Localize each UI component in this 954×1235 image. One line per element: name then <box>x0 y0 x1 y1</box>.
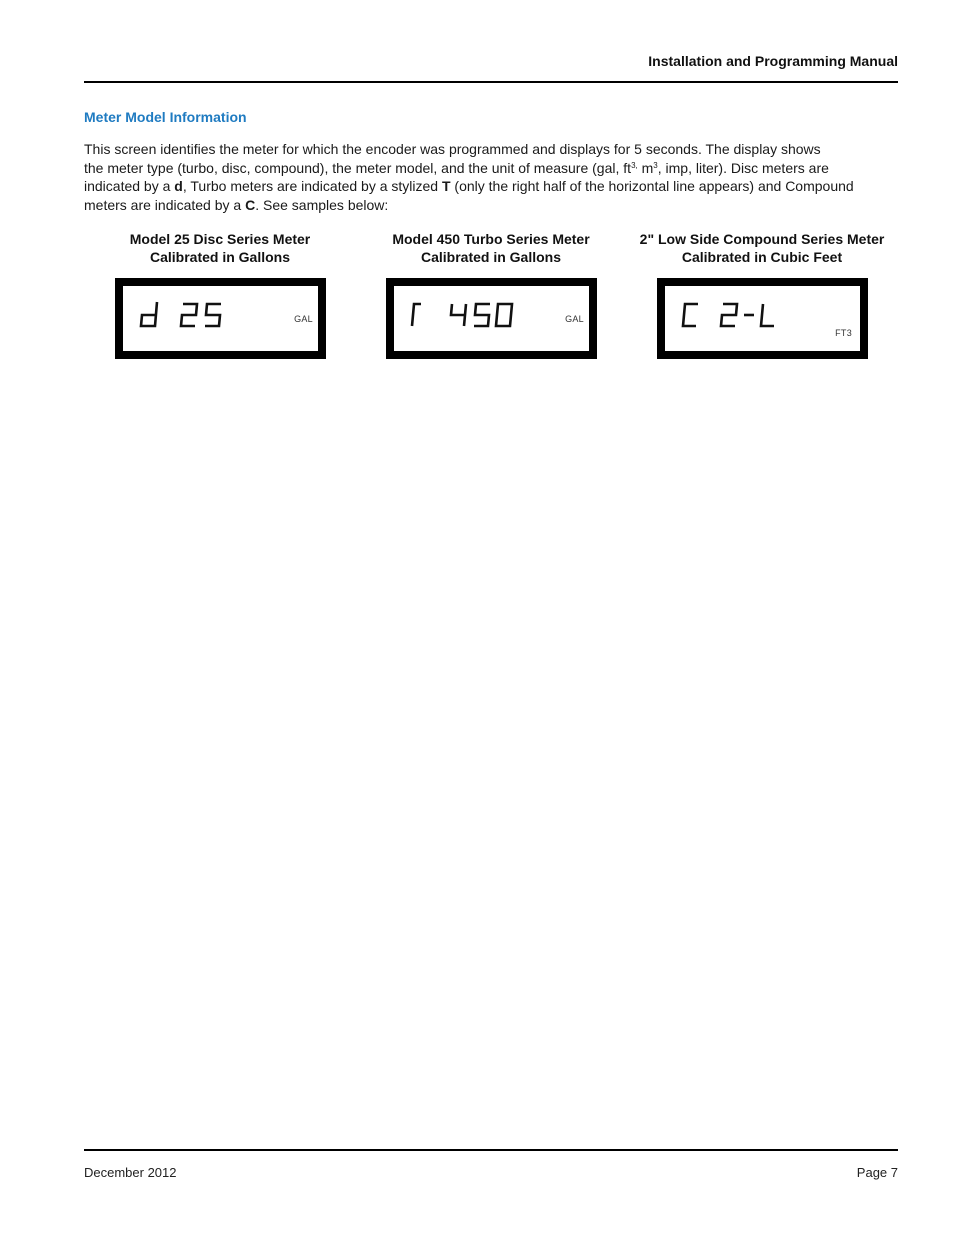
unit-label: FT3 <box>835 328 852 338</box>
sample-caption: Model 450 Turbo Series Meter Calibrated in Gallons <box>392 231 590 265</box>
unit-label: GAL <box>294 314 313 324</box>
section-heading: Meter Model Information <box>84 109 247 125</box>
footer-rule <box>84 1149 898 1151</box>
lcd-display <box>386 278 597 359</box>
sample-compound-meter <box>627 230 897 338</box>
unit-label: GAL <box>565 314 584 324</box>
header-title: Installation and Programming Manual <box>648 53 898 69</box>
lcd-readout-c-2-l <box>677 296 787 336</box>
lcd-display <box>115 278 326 359</box>
lcd-readout-t-450 <box>406 296 516 336</box>
footer-page-number: Page 7 <box>856 1165 898 1180</box>
description-paragraph: This screen identifies the meter for which the encoder was programmed and displays for 5 seconds. The display shows the meter type (turbo, disc, compound), the meter model, and the unit of measure (gal, $ft^{3,}$ $m^3$, imp, liter). Disc meters are indicated by a d, Turbo meters are indicated by a stylized T (only the right half of the horizontal line appears) and Compound meters are indicated by a C. See samples below: <box>84 141 854 213</box>
sample-disc-meter <box>85 230 355 324</box>
sample-caption: Model 25 Disc Series Meter Calibrated in Gallons <box>129 231 311 265</box>
sample-turbo-meter <box>356 230 626 324</box>
lcd-readout-d-25 <box>135 296 245 336</box>
footer-date: December 2012 <box>84 1165 177 1180</box>
header-rule <box>84 81 898 83</box>
lcd-display <box>657 278 868 359</box>
sample-caption: 2" Low Side Compound Series Meter Calibrated in Cubic Feet <box>639 231 885 265</box>
